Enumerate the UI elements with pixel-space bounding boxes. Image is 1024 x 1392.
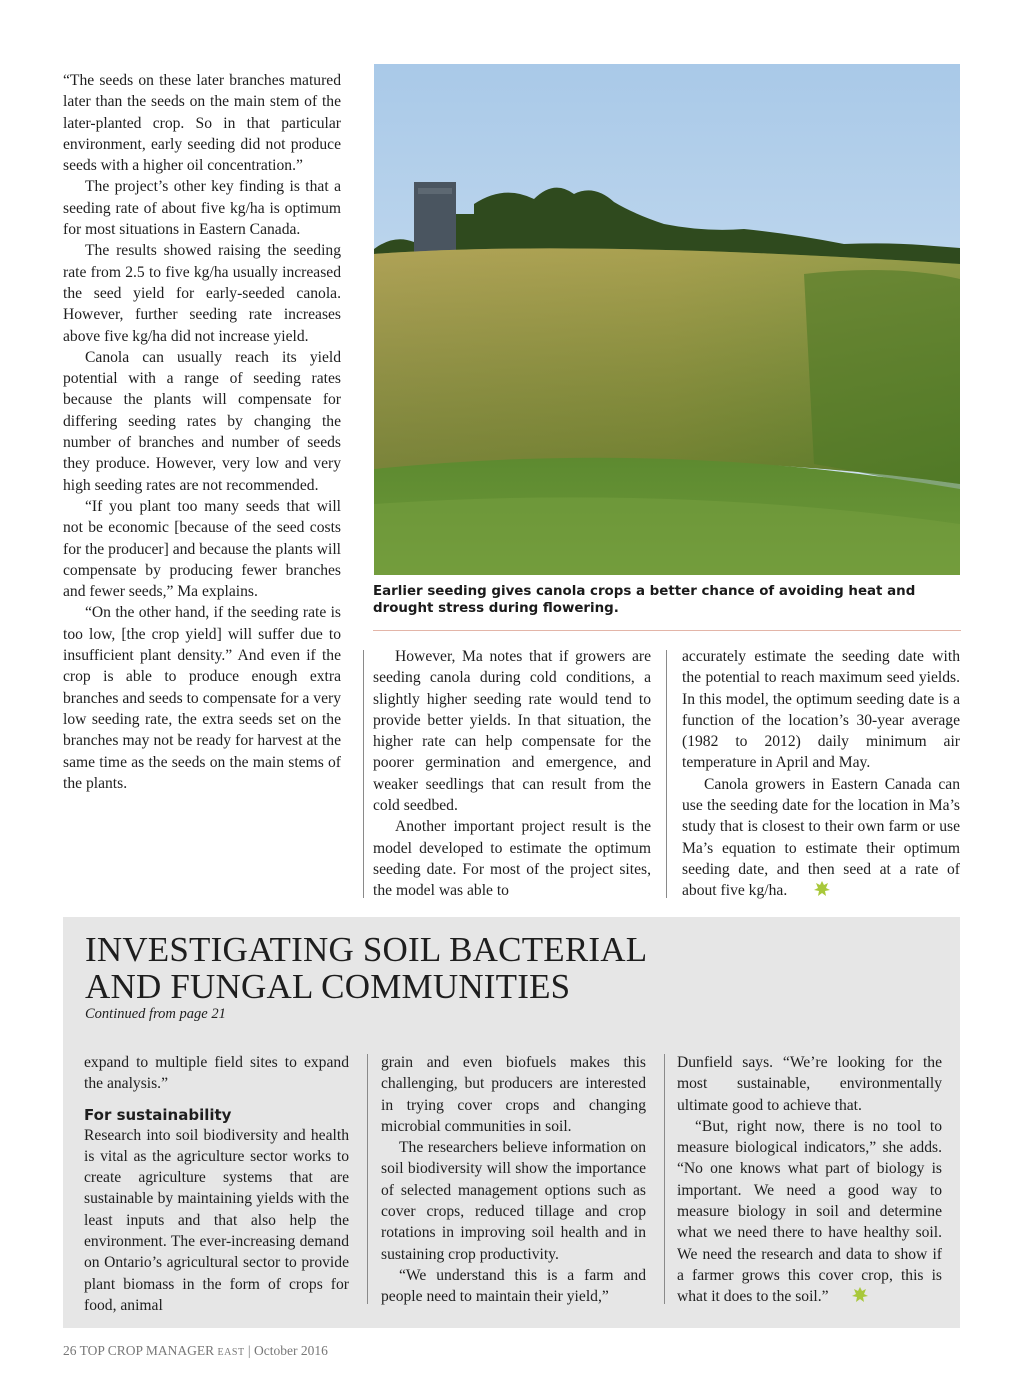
paragraph: Canola can usually reach its yield potential with a range of seeding rates because the plants will compensate for differing seeding rates by changing the number of branches and number of seeds they produce. However, very low and very high seeding rates are not recommended. — [63, 348, 341, 494]
sidebar-column — [84, 1052, 349, 1316]
paragraph: The project’s other key finding is that a seeding rate of about five kg/ha is optimum for most situations in Eastern Canada. — [63, 178, 341, 239]
paragraph: Another important project result is the model developed to estimate the optimum seeding date. For most of the project sites, the model was able to — [373, 818, 651, 900]
right-article-column — [682, 646, 960, 905]
paragraph: Research into soil biodiversity and health is vital as the agriculture sector works to create agriculture systems that are sustainable by maintaining yields with the least inputs and that also help the environment. The ever-increasing demand on Ontario’s agricultural sector to provide plant biomass in the form of crops for food, animal — [84, 1126, 349, 1314]
column-divider — [664, 1054, 665, 1304]
paragraph: grain and even biofuels makes this challenging, but producers are interested in trying cover crops and changing microbial communities in soil. — [381, 1054, 646, 1135]
paragraph: However, Ma notes that if growers are seeding canola during cold conditions, a slightly higher seeding rate would tend to provide better yields. In that situation, the higher rate can help compensate for the poorer germination and emergence, and weaker seedlings that can result from the cold seedbed. — [373, 648, 651, 815]
photo-caption: Earlier seeding gives canola crops a better chance of avoiding heat and drought stress during flowering. — [373, 584, 916, 616]
paragraph: The results showed raising the seeding rate from 2.5 to five kg/ha usually increased the seed yield for early-seeded canola. However, further seeding rate increases above five kg/ha did not increase yield. — [63, 242, 341, 345]
paragraph: expand to multiple field sites to expand the analysis.” — [84, 1054, 349, 1093]
sidebar-column — [677, 1052, 942, 1311]
paragraph: “If you plant too many seeds that will not be economic [because of the seed costs for the producer] and because the plants will compensate by producing fewer branches and fewer seeds,” Ma explains. — [63, 497, 341, 601]
paragraph-text: Canola growers in Eastern Canada can use the seeding date for the location in Ma’s study that is closest to their own farm or use Ma’s equation to estimate their optimum seeding date, and then seed at a rate of about five kg/ha. — [682, 775, 960, 900]
issue-date: October 2016 — [254, 1343, 328, 1358]
title-line: INVESTIGATING SOIL BACTERIAL — [85, 930, 648, 969]
middle-article-column — [373, 646, 651, 902]
sidebar-box — [63, 917, 960, 1328]
publication-name: TOP CROP MANAGER — [79, 1343, 215, 1358]
footer-separator: | — [247, 1343, 251, 1358]
paragraph: “The seeds on these later branches matured later than the seeds on the main stem of the later-planted crop. So in that particular environment, early seeding did not produce seeds with a higher oil concentration.” — [63, 72, 341, 175]
column-divider — [367, 1054, 368, 1304]
paragraph-text: “But, right now, there is no tool to measure biological indicators,” she adds. “No one knows what part of biology is important. We need a good way to measure biology in soil and determine what we need there to have healthy soil. We need the research and data to show if a farmer grows this cover crop, this is what it does to the soil.” — [677, 1117, 942, 1306]
paragraph-with-end-mark — [682, 774, 960, 905]
page-number: 26 — [63, 1343, 77, 1358]
paragraph: accurately estimate the seeding date with the potential to reach maximum seed yields. In this model, the optimum seeding date is a function of the location’s 30-year average (1982 to 2012) daily minimum air temperature in April and May. — [682, 648, 960, 772]
paragraph: The researchers believe information on soil biodiversity will show the importance of selected management options such as cover crops, reduced tillage and crop rotations in improving soil health and in sustaining crop productivity. — [381, 1139, 646, 1263]
continued-note: Continued from page 21 — [85, 1006, 226, 1022]
leaf-icon — [791, 880, 831, 904]
sidebar-column — [381, 1052, 646, 1308]
column-divider — [363, 650, 364, 898]
sidebar-title — [85, 931, 785, 1005]
canola-field-photo — [374, 64, 960, 575]
page-footer — [63, 1343, 328, 1359]
paragraph-with-end-mark — [677, 1116, 942, 1311]
paragraph: “We understand this is a farm and people need to maintain their yield,” — [381, 1266, 646, 1306]
paragraph: Dunfield says. “We’re looking for the most sustainable, environmentally ultimate good to achieve that. — [677, 1054, 942, 1114]
left-article-column — [63, 70, 341, 794]
edition-label: EAST — [217, 1347, 245, 1358]
column-divider — [666, 650, 667, 898]
caption-divider — [373, 630, 961, 631]
paragraph: “On the other hand, if the seeding rate is too low, [the crop yield] will suffer due to insufficient plant density.” And even if the crop is able to produce enough extra branches and seeds to compensate for a very low seeding rate, the extra seeds set on the branches may not be ready for harvest at the same time as the seeds on the main stems of the plants. — [63, 604, 341, 792]
leaf-icon — [833, 1286, 869, 1310]
subheading: For sustainability — [84, 1105, 232, 1124]
title-line: AND FUNGAL COMMUNITIES — [85, 967, 571, 1006]
